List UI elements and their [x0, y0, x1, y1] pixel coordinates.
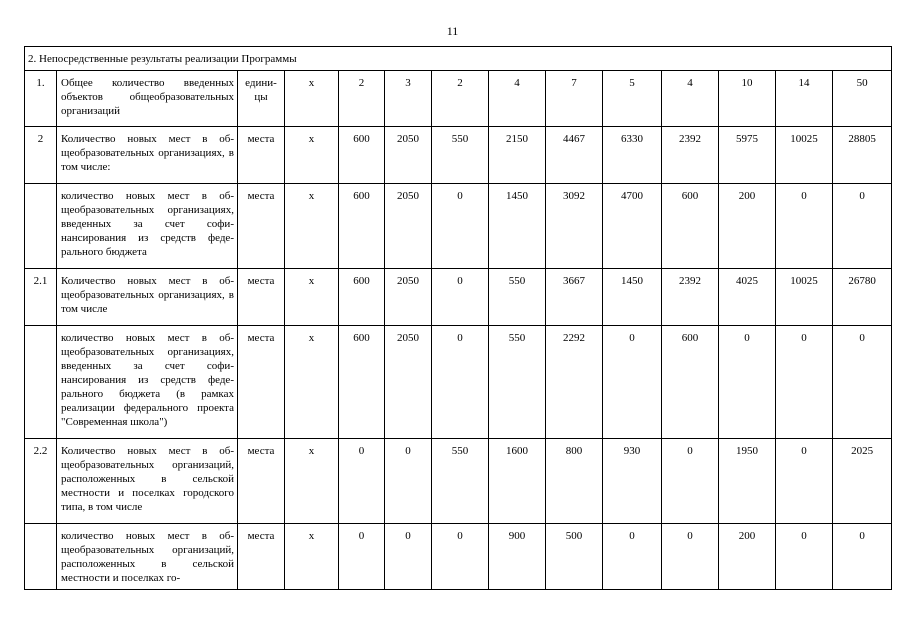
year-value-cell: 2050	[385, 326, 432, 439]
year-value-cell: 600	[339, 127, 385, 184]
indicator-description-cell: Количество новых мест в общеобразовательных организаций, расположенных в сельской местности и поселках городского типа, в том числе	[57, 439, 238, 524]
year-value-cell: 550	[432, 439, 489, 524]
table-row	[25, 439, 892, 524]
year-value-cell: 7	[546, 71, 603, 127]
indicator-description-cell: количество новых мест в общеобразовательных организациях, введенных за счет софинансирования из средств федерального бюджета	[57, 184, 238, 269]
year-value-cell: 200	[719, 524, 776, 590]
base-value-cell: х	[285, 269, 339, 326]
year-value-cell: 930	[603, 439, 662, 524]
year-value-cell: 5975	[719, 127, 776, 184]
year-value-cell: 600	[339, 326, 385, 439]
year-value-cell: 10025	[776, 269, 833, 326]
year-value-cell: 0	[339, 524, 385, 590]
base-value-cell: х	[285, 184, 339, 269]
year-value-cell: 0	[776, 439, 833, 524]
row-number-cell: 2.1	[25, 269, 57, 326]
year-value-cell: 28805	[833, 127, 892, 184]
year-value-cell: 3092	[546, 184, 603, 269]
year-value-cell: 2392	[662, 269, 719, 326]
unit-cell: места	[238, 524, 285, 590]
year-value-cell: 550	[489, 269, 546, 326]
indicator-description-cell: Количество новых мест в общеобразовательных организациях, в том числе	[57, 269, 238, 326]
year-value-cell: 2150	[489, 127, 546, 184]
year-value-cell: 0	[776, 184, 833, 269]
year-value-cell: 10025	[776, 127, 833, 184]
base-value-cell: х	[285, 127, 339, 184]
year-value-cell: 500	[546, 524, 603, 590]
unit-cell: единицы	[238, 71, 285, 127]
unit-cell: места	[238, 439, 285, 524]
table-row	[25, 184, 892, 269]
table-row	[25, 524, 892, 590]
year-value-cell: 1600	[489, 439, 546, 524]
year-value-cell: 4	[489, 71, 546, 127]
unit-cell: места	[238, 184, 285, 269]
year-value-cell: 2050	[385, 184, 432, 269]
year-value-cell: 0	[432, 269, 489, 326]
year-value-cell: 900	[489, 524, 546, 590]
year-value-cell: 2	[432, 71, 489, 127]
unit-cell: места	[238, 269, 285, 326]
year-value-cell: 0	[339, 439, 385, 524]
section-title: 2. Непосредственные результаты реализации Программы	[25, 47, 892, 71]
year-value-cell: 2	[339, 71, 385, 127]
year-value-cell: 2392	[662, 127, 719, 184]
row-number-cell: 1.	[25, 71, 57, 127]
year-value-cell: 0	[662, 439, 719, 524]
year-value-cell: 4025	[719, 269, 776, 326]
row-number-cell	[25, 524, 57, 590]
year-value-cell: 0	[603, 524, 662, 590]
base-value-cell: х	[285, 71, 339, 127]
year-value-cell: 600	[339, 184, 385, 269]
table-row	[25, 71, 892, 127]
year-value-cell: 0	[719, 326, 776, 439]
year-value-cell: 800	[546, 439, 603, 524]
row-number-cell: 2.2	[25, 439, 57, 524]
table-row	[25, 269, 892, 326]
year-value-cell: 200	[719, 184, 776, 269]
section-header-row	[25, 47, 892, 71]
year-value-cell: 0	[833, 326, 892, 439]
year-value-cell: 550	[432, 127, 489, 184]
year-value-cell: 50	[833, 71, 892, 127]
year-value-cell: 5	[603, 71, 662, 127]
year-value-cell: 0	[662, 524, 719, 590]
indicator-description-cell: количество новых мест в общеобразовательных организаций, расположенных в сельской местности и поселках го-	[57, 524, 238, 590]
year-value-cell: 1450	[489, 184, 546, 269]
year-value-cell: 4	[662, 71, 719, 127]
year-value-cell: 1450	[603, 269, 662, 326]
year-value-cell: 0	[603, 326, 662, 439]
row-number-cell	[25, 326, 57, 439]
year-value-cell: 2050	[385, 127, 432, 184]
year-value-cell: 0	[432, 184, 489, 269]
row-number-cell	[25, 184, 57, 269]
year-value-cell: 3667	[546, 269, 603, 326]
year-value-cell: 10	[719, 71, 776, 127]
year-value-cell: 14	[776, 71, 833, 127]
year-value-cell: 600	[662, 184, 719, 269]
year-value-cell: 2050	[385, 269, 432, 326]
year-value-cell: 2025	[833, 439, 892, 524]
unit-cell: места	[238, 127, 285, 184]
year-value-cell: 2292	[546, 326, 603, 439]
year-value-cell: 0	[432, 326, 489, 439]
table-row	[25, 127, 892, 184]
indicator-description-cell: Количество новых мест в общеобразовательных организациях, в том числе:	[57, 127, 238, 184]
year-value-cell: 0	[833, 524, 892, 590]
year-value-cell: 0	[776, 524, 833, 590]
base-value-cell: х	[285, 326, 339, 439]
indicator-description-cell: количество новых мест в общеобразовательных организациях, введенных за счет софинансирования из средств федерального бюджета (в рамках реализации федерального проекта "Современная школа")	[57, 326, 238, 439]
indicator-description-cell: Общее количество введенных объектов общеобразовательных организаций	[57, 71, 238, 127]
base-value-cell: х	[285, 439, 339, 524]
base-value-cell: х	[285, 524, 339, 590]
results-table	[24, 46, 892, 590]
year-value-cell: 0	[776, 326, 833, 439]
year-value-cell: 4467	[546, 127, 603, 184]
year-value-cell: 0	[833, 184, 892, 269]
table-row	[25, 326, 892, 439]
unit-cell: места	[238, 326, 285, 439]
year-value-cell: 550	[489, 326, 546, 439]
year-value-cell: 0	[385, 439, 432, 524]
year-value-cell: 0	[385, 524, 432, 590]
year-value-cell: 3	[385, 71, 432, 127]
row-number-cell: 2	[25, 127, 57, 184]
year-value-cell: 4700	[603, 184, 662, 269]
year-value-cell: 0	[432, 524, 489, 590]
year-value-cell: 1950	[719, 439, 776, 524]
year-value-cell: 600	[662, 326, 719, 439]
year-value-cell: 6330	[603, 127, 662, 184]
year-value-cell: 26780	[833, 269, 892, 326]
year-value-cell: 600	[339, 269, 385, 326]
page-number: 11	[446, 24, 459, 38]
